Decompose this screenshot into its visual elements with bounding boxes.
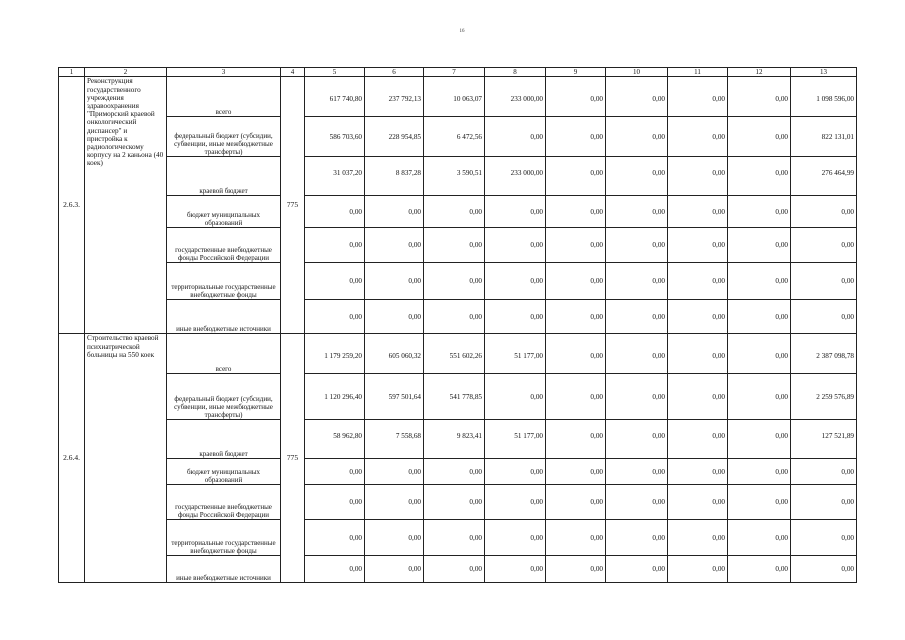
amount-cell: 0,00: [668, 263, 728, 300]
grbs-code: 775: [281, 77, 305, 334]
amount-cell: 0,00: [728, 556, 791, 583]
amount-cell: 0,00: [485, 117, 546, 157]
amount-cell: 0,00: [305, 485, 365, 520]
amount-cell: 0,00: [305, 556, 365, 583]
item-code: 2.6.3.: [59, 77, 85, 334]
header-cell: 6: [365, 68, 424, 77]
amount-cell: 0,00: [546, 485, 606, 520]
amount-cell: 0,00: [485, 556, 546, 583]
amount-cell: 3 590,51: [424, 157, 485, 196]
amount-cell: 0,00: [606, 459, 668, 485]
amount-cell: 597 501,64: [365, 374, 424, 420]
amount-cell: 0,00: [546, 117, 606, 157]
table-row: [59, 485, 857, 520]
amount-cell: 0,00: [546, 459, 606, 485]
amount-cell: 0,00: [305, 300, 365, 334]
header-cell: 9: [546, 68, 606, 77]
amount-cell: 1 179 259,20: [305, 334, 365, 374]
amount-cell: 617 740,80: [305, 77, 365, 117]
amount-cell: 0,00: [424, 196, 485, 228]
amount-cell: 233 000,00: [485, 77, 546, 117]
amount-cell: 0,00: [728, 117, 791, 157]
amount-cell: 822 131,01: [791, 117, 857, 157]
amount-cell: 6 472,56: [424, 117, 485, 157]
grbs-code: 775: [281, 334, 305, 583]
amount-cell: 0,00: [668, 374, 728, 420]
amount-cell: 0,00: [728, 77, 791, 117]
header-cell: 2: [85, 68, 167, 77]
amount-cell: 605 060,32: [365, 334, 424, 374]
amount-cell: 0,00: [606, 77, 668, 117]
amount-cell: 0,00: [791, 556, 857, 583]
amount-cell: 0,00: [606, 374, 668, 420]
amount-cell: 0,00: [606, 420, 668, 459]
amount-cell: 0,00: [728, 300, 791, 334]
funding-source: территориальные государственные внебюджетные фонды: [167, 520, 281, 556]
amount-cell: 233 000,00: [485, 157, 546, 196]
amount-cell: 0,00: [791, 263, 857, 300]
funding-source: краевой бюджет: [167, 420, 281, 459]
table-row: [59, 556, 857, 583]
amount-cell: 0,00: [668, 117, 728, 157]
amount-cell: 0,00: [791, 300, 857, 334]
amount-cell: 0,00: [546, 556, 606, 583]
amount-cell: 0,00: [606, 485, 668, 520]
funding-source: территориальные государственные внебюджетные фонды: [167, 263, 281, 300]
amount-cell: 0,00: [546, 520, 606, 556]
amount-cell: 586 703,60: [305, 117, 365, 157]
header-cell: 12: [728, 68, 791, 77]
amount-cell: 0,00: [365, 556, 424, 583]
amount-cell: 0,00: [668, 556, 728, 583]
funding-source: государственные внебюджетные фонды Российской Федерации: [167, 228, 281, 263]
amount-cell: 0,00: [424, 459, 485, 485]
amount-cell: 0,00: [424, 228, 485, 263]
amount-cell: 0,00: [606, 228, 668, 263]
table-row: [59, 420, 857, 459]
amount-cell: 0,00: [791, 228, 857, 263]
table-row: [59, 77, 857, 117]
amount-cell: 0,00: [546, 300, 606, 334]
amount-cell: 127 521,89: [791, 420, 857, 459]
amount-cell: 0,00: [791, 485, 857, 520]
amount-cell: 31 037,20: [305, 157, 365, 196]
amount-cell: 0,00: [365, 196, 424, 228]
amount-cell: 10 063,07: [424, 77, 485, 117]
item-code: 2.6.4.: [59, 334, 85, 583]
amount-cell: 51 177,00: [485, 334, 546, 374]
amount-cell: 0,00: [365, 228, 424, 263]
funding-source: иные внебюджетные источники: [167, 556, 281, 583]
amount-cell: 0,00: [305, 228, 365, 263]
page-number: 16: [459, 29, 465, 34]
header-cell: 13: [791, 68, 857, 77]
amount-cell: 0,00: [305, 520, 365, 556]
amount-cell: 0,00: [668, 300, 728, 334]
amount-cell: 0,00: [728, 374, 791, 420]
amount-cell: 0,00: [728, 334, 791, 374]
amount-cell: 0,00: [668, 77, 728, 117]
funding-source: иные внебюджетные источники: [167, 300, 281, 334]
amount-cell: 0,00: [606, 263, 668, 300]
amount-cell: 0,00: [728, 459, 791, 485]
amount-cell: 0,00: [606, 556, 668, 583]
amount-cell: 228 954,85: [365, 117, 424, 157]
amount-cell: 58 962,80: [305, 420, 365, 459]
amount-cell: 8 837,28: [365, 157, 424, 196]
amount-cell: 0,00: [728, 263, 791, 300]
amount-cell: 0,00: [305, 263, 365, 300]
table-row: [59, 300, 857, 334]
budget-table: [58, 67, 857, 583]
amount-cell: 0,00: [668, 459, 728, 485]
amount-cell: 0,00: [485, 196, 546, 228]
amount-cell: 0,00: [668, 157, 728, 196]
amount-cell: 0,00: [606, 117, 668, 157]
amount-cell: 0,00: [546, 334, 606, 374]
amount-cell: 0,00: [791, 196, 857, 228]
funding-source: федеральный бюджет (субсидии, субвенции, иные межбюджетные трансферты): [167, 374, 281, 420]
amount-cell: 0,00: [546, 228, 606, 263]
amount-cell: 2 387 098,78: [791, 334, 857, 374]
amount-cell: 0,00: [668, 228, 728, 263]
amount-cell: 0,00: [305, 196, 365, 228]
amount-cell: 0,00: [606, 196, 668, 228]
amount-cell: 0,00: [546, 196, 606, 228]
amount-cell: 0,00: [728, 485, 791, 520]
amount-cell: 0,00: [606, 300, 668, 334]
amount-cell: 1 120 296,40: [305, 374, 365, 420]
amount-cell: 0,00: [546, 420, 606, 459]
amount-cell: 0,00: [728, 228, 791, 263]
item-name: Строительство краевой психиатрической больницы на 550 коек: [85, 334, 167, 583]
table-row: [59, 228, 857, 263]
amount-cell: 0,00: [668, 420, 728, 459]
amount-cell: 0,00: [424, 556, 485, 583]
amount-cell: 0,00: [424, 300, 485, 334]
table-row: [59, 196, 857, 228]
amount-cell: 0,00: [424, 520, 485, 556]
amount-cell: 0,00: [485, 263, 546, 300]
amount-cell: 0,00: [485, 374, 546, 420]
amount-cell: 1 098 596,00: [791, 77, 857, 117]
table-row: [59, 520, 857, 556]
header-cell: 7: [424, 68, 485, 77]
amount-cell: 2 259 576,89: [791, 374, 857, 420]
amount-cell: 0,00: [365, 485, 424, 520]
amount-cell: 7 558,68: [365, 420, 424, 459]
amount-cell: 0,00: [546, 77, 606, 117]
header-cell: 4: [281, 68, 305, 77]
amount-cell: 541 778,85: [424, 374, 485, 420]
header-cell: 3: [167, 68, 281, 77]
amount-cell: 237 792,13: [365, 77, 424, 117]
amount-cell: 276 464,99: [791, 157, 857, 196]
header-cell: 1: [59, 68, 85, 77]
amount-cell: 551 602,26: [424, 334, 485, 374]
amount-cell: 9 823,41: [424, 420, 485, 459]
table-row: [59, 459, 857, 485]
amount-cell: 0,00: [365, 263, 424, 300]
table-row: [59, 117, 857, 157]
amount-cell: 0,00: [546, 157, 606, 196]
amount-cell: 0,00: [728, 157, 791, 196]
amount-cell: 0,00: [365, 300, 424, 334]
header-cell: 10: [606, 68, 668, 77]
amount-cell: 0,00: [606, 520, 668, 556]
header-cell: 8: [485, 68, 546, 77]
amount-cell: 0,00: [485, 300, 546, 334]
amount-cell: 0,00: [606, 334, 668, 374]
amount-cell: 0,00: [668, 520, 728, 556]
amount-cell: 0,00: [485, 459, 546, 485]
amount-cell: 0,00: [546, 374, 606, 420]
amount-cell: 0,00: [728, 196, 791, 228]
amount-cell: 0,00: [485, 228, 546, 263]
table-row: [59, 334, 857, 374]
amount-cell: 0,00: [485, 520, 546, 556]
amount-cell: 0,00: [606, 157, 668, 196]
item-name: Реконструкция государственного учреждения здравоохранения "Приморский краевой онкологический диспансер" и пристройка к радиологическому корпусу на 2 каньона (40 коек): [85, 77, 167, 334]
table-row: [59, 263, 857, 300]
table-row: [59, 157, 857, 196]
funding-source: федеральный бюджет (субсидии, субвенции, иные межбюджетные трансферты): [167, 117, 281, 157]
amount-cell: 0,00: [546, 263, 606, 300]
amount-cell: 0,00: [728, 520, 791, 556]
funding-source: краевой бюджет: [167, 157, 281, 196]
funding-source: государственные внебюджетные фонды Российской Федерации: [167, 485, 281, 520]
funding-source: бюджет муниципальных образований: [167, 196, 281, 228]
funding-source: всего: [167, 77, 281, 117]
amount-cell: 0,00: [668, 485, 728, 520]
funding-source: всего: [167, 334, 281, 374]
amount-cell: 0,00: [728, 420, 791, 459]
amount-cell: 0,00: [791, 520, 857, 556]
amount-cell: 0,00: [791, 459, 857, 485]
amount-cell: 0,00: [668, 334, 728, 374]
amount-cell: 0,00: [668, 196, 728, 228]
amount-cell: 0,00: [305, 459, 365, 485]
amount-cell: 0,00: [424, 263, 485, 300]
funding-source: бюджет муниципальных образований: [167, 459, 281, 485]
amount-cell: 51 177,00: [485, 420, 546, 459]
amount-cell: 0,00: [365, 520, 424, 556]
header-cell: 11: [668, 68, 728, 77]
header-row: [59, 68, 857, 77]
amount-cell: 0,00: [424, 485, 485, 520]
header-cell: 5: [305, 68, 365, 77]
table-row: [59, 374, 857, 420]
amount-cell: 0,00: [365, 459, 424, 485]
amount-cell: 0,00: [485, 485, 546, 520]
